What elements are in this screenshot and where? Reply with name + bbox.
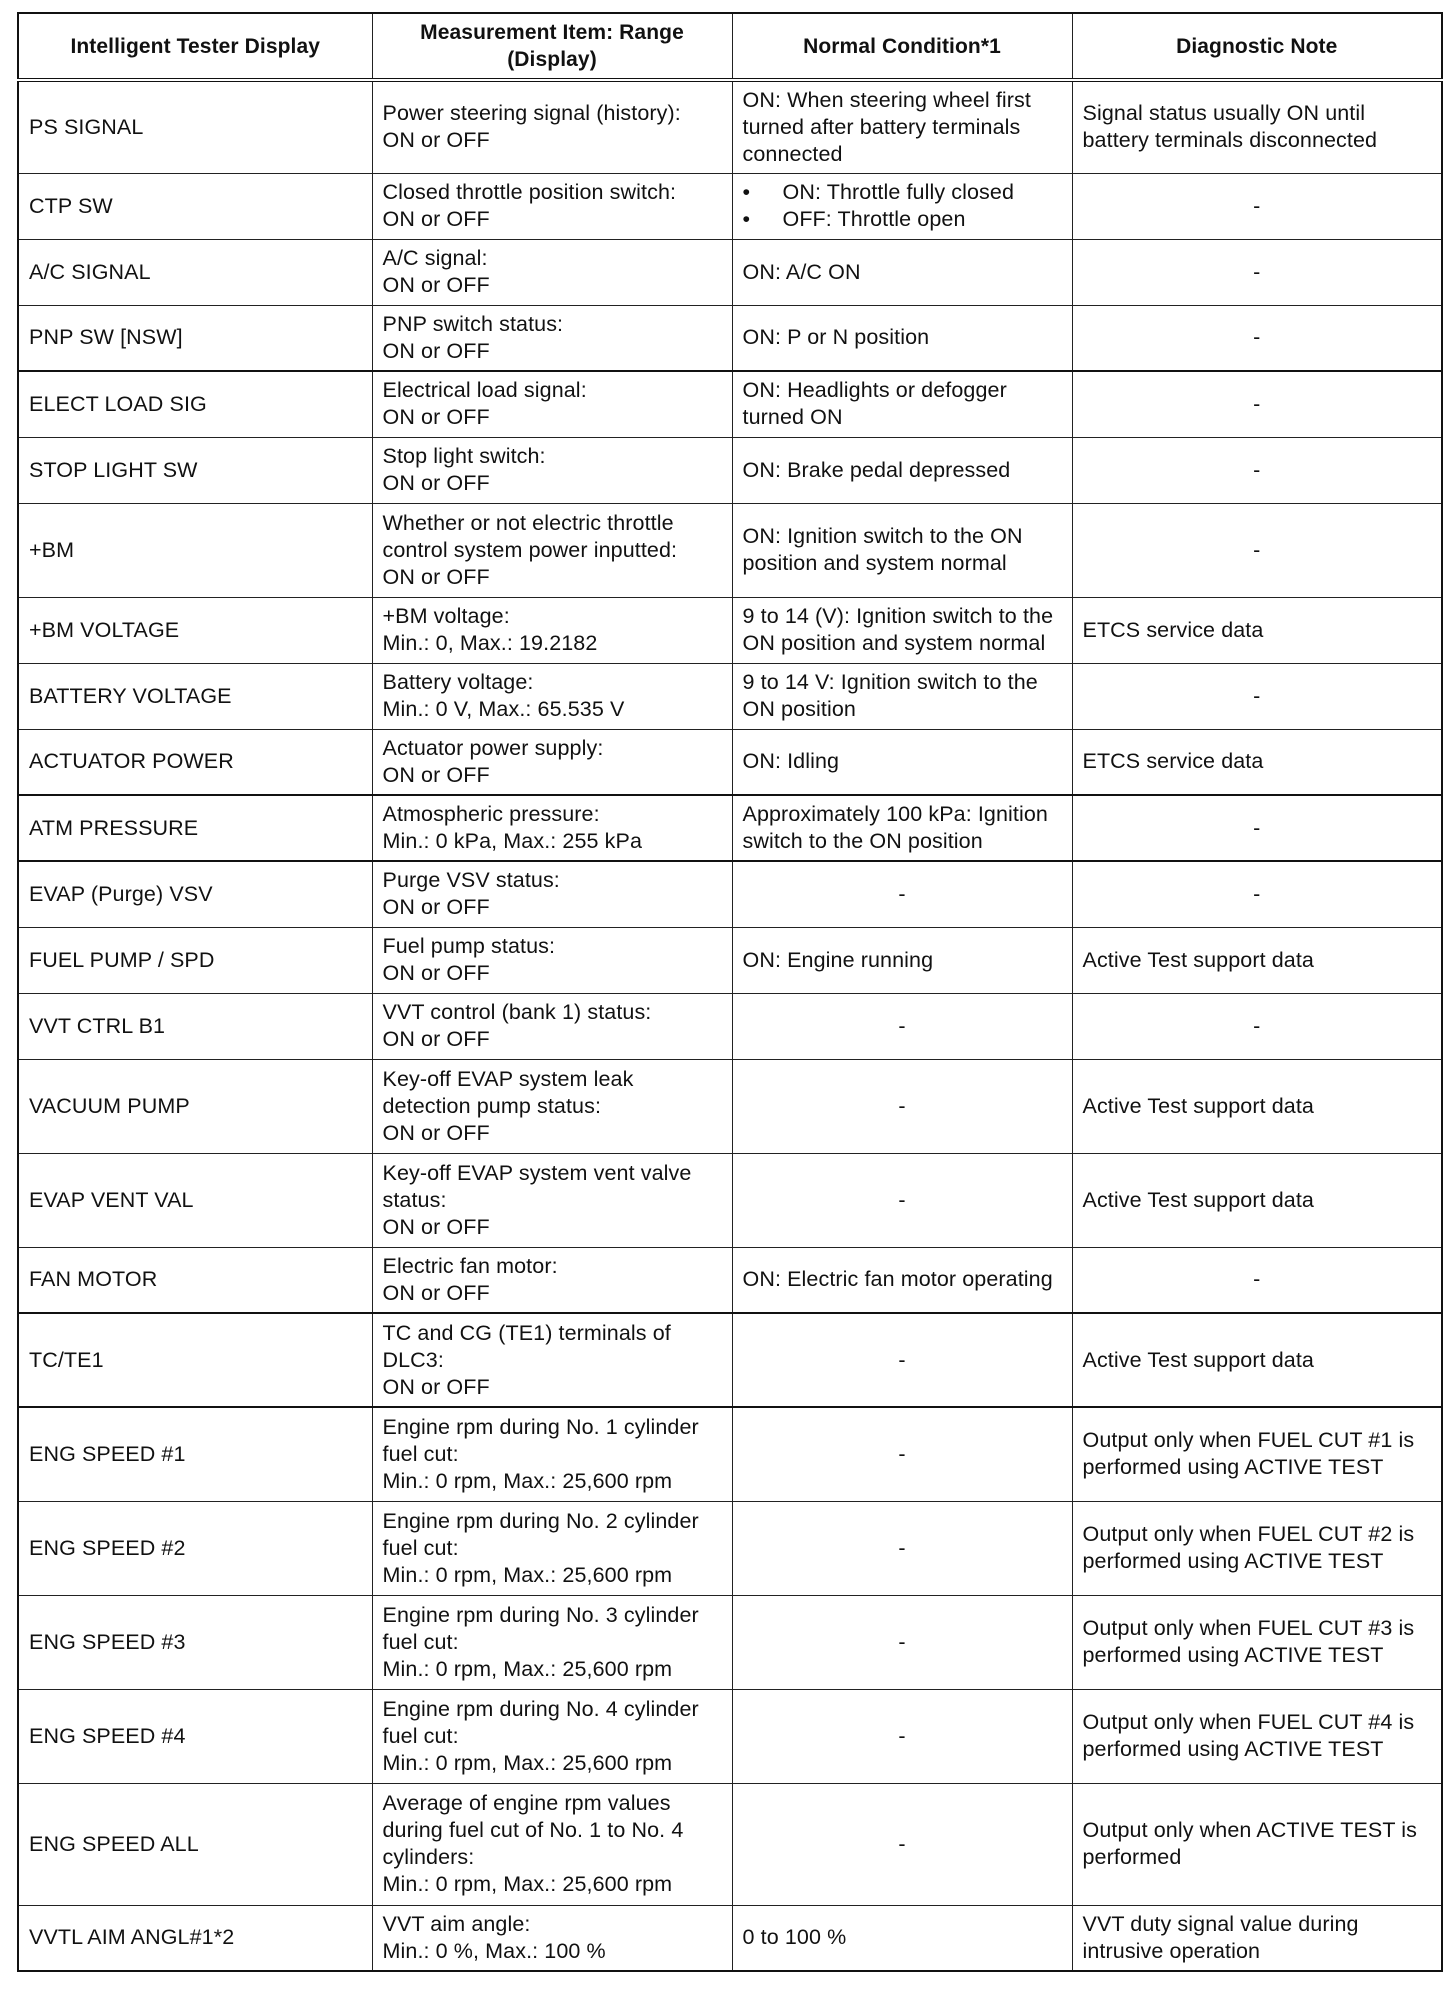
item-line: Engine rpm during No. 2 cylinder fuel cut: — [382, 1508, 699, 1560]
cell-tester-display: ELECT LOAD SIG — [18, 371, 372, 437]
item-line: Min.: 0 %, Max.: 100 % — [382, 1938, 606, 1963]
item-line: Average of engine rpm values during fuel cut of No. 1 to No. 4 cylinders: — [382, 1791, 684, 1869]
condition-line: - — [898, 1723, 906, 1748]
cell-normal-condition — [732, 1313, 1072, 1407]
note-line: Active Test support data — [1082, 1187, 1314, 1212]
item-line: ON or OFF — [382, 128, 490, 153]
note-line: - — [1253, 537, 1261, 562]
item-line: Min.: 0, Max.: 19.2182 — [382, 631, 598, 655]
note-line: - — [1253, 325, 1261, 350]
cell-measurement-item — [372, 993, 732, 1059]
cell-tester-display: ACTUATOR POWER — [18, 729, 372, 795]
item-line: Engine rpm during No. 1 cylinder fuel cut: — [382, 1414, 699, 1466]
condition-line: ON: P or N position — [742, 325, 930, 350]
item-line: ON or OFF — [382, 961, 490, 985]
item-line: Min.: 0 rpm, Max.: 25,600 rpm — [382, 1562, 673, 1587]
item-line: Key-off EVAP system leak detection pump status: — [382, 1066, 634, 1118]
table-row — [18, 173, 1442, 239]
cell-normal-condition — [732, 305, 1072, 371]
cell-tester-display: A/C SIGNAL — [18, 239, 372, 305]
cell-diagnostic-note — [1072, 1501, 1442, 1595]
cell-tester-display: VVTL AIM ANGL#1*2 — [18, 1905, 372, 1971]
cell-measurement-item — [372, 597, 732, 663]
cell-normal-condition — [732, 1783, 1072, 1905]
item-line: ON or OFF — [382, 895, 490, 920]
table-row — [18, 993, 1442, 1059]
item-line: Engine rpm during No. 3 cylinder fuel cut: — [382, 1602, 699, 1654]
condition-line: - — [898, 1013, 906, 1038]
cell-measurement-item — [372, 503, 732, 597]
table-row — [18, 239, 1442, 305]
item-line: TC and CG (TE1) terminals of DLC3: — [382, 1320, 671, 1372]
item-line: VVT aim angle: — [382, 1911, 531, 1936]
note-line: Output only when FUEL CUT #3 is performed using ACTIVE TEST — [1082, 1616, 1415, 1667]
table-row — [18, 371, 1442, 437]
condition-line: ON: Engine running — [742, 947, 934, 972]
table-row — [18, 1313, 1442, 1407]
cell-tester-display: +BM VOLTAGE — [18, 597, 372, 663]
item-line: ON or OFF — [382, 1120, 490, 1145]
condition-line: - — [898, 1441, 906, 1466]
data-list-table — [17, 12, 1443, 1972]
cell-normal-condition — [732, 1407, 1072, 1501]
note-line: - — [1253, 815, 1261, 840]
note-line: - — [1253, 1267, 1261, 1292]
item-line: ON or OFF — [382, 1214, 490, 1239]
cell-tester-display: ENG SPEED #1 — [18, 1407, 372, 1501]
cell-diagnostic-note — [1072, 371, 1442, 437]
table-row — [18, 663, 1442, 729]
item-line: ON or OFF — [382, 1027, 490, 1051]
table-row — [18, 80, 1442, 173]
cell-normal-condition — [732, 371, 1072, 437]
note-line: Output only when FUEL CUT #2 is performed using ACTIVE TEST — [1082, 1522, 1415, 1573]
note-line: - — [1253, 457, 1261, 482]
cell-tester-display: STOP LIGHT SW — [18, 437, 372, 503]
item-line: Stop light switch: — [382, 444, 546, 468]
condition-line: ON: Ignition switch to the ON position and system normal — [742, 524, 1023, 575]
condition-line: - — [898, 1347, 906, 1372]
note-line: VVT duty signal value during intrusive operation — [1082, 1911, 1359, 1963]
cell-diagnostic-note — [1072, 503, 1442, 597]
condition-line: ON: Idling — [742, 749, 840, 774]
item-line: Min.: 0 rpm, Max.: 25,600 rpm — [382, 1872, 673, 1896]
cell-tester-display: CTP SW — [18, 173, 372, 239]
cell-tester-display: PS SIGNAL — [18, 80, 372, 173]
table-row — [18, 1783, 1442, 1905]
cell-tester-display: EVAP VENT VAL — [18, 1153, 372, 1247]
item-line: Battery voltage: — [382, 670, 534, 694]
item-line: Power steering signal (history): — [382, 101, 681, 126]
cell-tester-display: PNP SW [NSW] — [18, 305, 372, 371]
cell-measurement-item — [372, 1153, 732, 1247]
note-line: ETCS service data — [1082, 749, 1264, 774]
item-line: Min.: 0 kPa, Max.: 255 kPa — [382, 829, 643, 853]
item-line: Whether or not electric throttle control system power inputted: — [382, 510, 678, 562]
cell-measurement-item — [372, 1905, 732, 1971]
cell-normal-condition — [732, 1595, 1072, 1689]
item-line: ON or OFF — [382, 338, 490, 363]
diagnostic-data-list — [17, 12, 1441, 1972]
cell-diagnostic-note — [1072, 1313, 1442, 1407]
table-row — [18, 1501, 1442, 1595]
item-line: ON or OFF — [382, 405, 490, 430]
item-line: Electric fan motor: — [382, 1253, 558, 1278]
header-diagnostic-note: Diagnostic Note — [1072, 13, 1442, 80]
cell-measurement-item — [372, 1247, 732, 1313]
item-line: ON or OFF — [382, 207, 490, 231]
cell-diagnostic-note — [1072, 597, 1442, 663]
cell-normal-condition — [732, 239, 1072, 305]
table-row — [18, 795, 1442, 861]
cell-tester-display: ENG SPEED #3 — [18, 1595, 372, 1689]
cell-diagnostic-note — [1072, 1905, 1442, 1971]
header-normal-condition: Normal Condition*1 — [732, 13, 1072, 80]
cell-normal-condition — [732, 1059, 1072, 1153]
cell-tester-display: VVT CTRL B1 — [18, 993, 372, 1059]
cell-normal-condition — [732, 503, 1072, 597]
item-line: ON or OFF — [382, 1374, 490, 1399]
cell-normal-condition — [732, 861, 1072, 927]
item-line: Atmospheric pressure: — [382, 802, 600, 826]
cell-tester-display: TC/TE1 — [18, 1313, 372, 1407]
table-row — [18, 861, 1442, 927]
cell-measurement-item — [372, 80, 732, 173]
condition-bullet-item: • ON: Throttle fully closed — [743, 179, 1062, 206]
cell-normal-condition — [732, 173, 1072, 239]
condition-line: - — [898, 1093, 906, 1118]
condition-line: ON: Electric fan motor operating — [742, 1267, 1053, 1292]
cell-measurement-item — [372, 239, 732, 305]
table-row — [18, 1407, 1442, 1501]
item-line: VVT control (bank 1) status: — [382, 1000, 652, 1024]
table-row — [18, 437, 1442, 503]
note-line: - — [1253, 391, 1261, 416]
cell-measurement-item — [372, 305, 732, 371]
note-line: - — [1253, 193, 1261, 218]
cell-diagnostic-note — [1072, 1153, 1442, 1247]
cell-diagnostic-note — [1072, 80, 1442, 173]
table-row — [18, 1153, 1442, 1247]
condition-line: ON: A/C ON — [742, 259, 861, 284]
cell-diagnostic-note — [1072, 239, 1442, 305]
cell-measurement-item — [372, 927, 732, 993]
cell-diagnostic-note — [1072, 861, 1442, 927]
condition-line: - — [898, 1535, 906, 1560]
table-row — [18, 1059, 1442, 1153]
cell-normal-condition — [732, 597, 1072, 663]
cell-tester-display: ENG SPEED #2 — [18, 1501, 372, 1595]
cell-normal-condition — [732, 927, 1072, 993]
cell-measurement-item — [372, 437, 732, 503]
cell-measurement-item — [372, 1059, 732, 1153]
table-row — [18, 1595, 1442, 1689]
cell-measurement-item — [372, 729, 732, 795]
condition-bullet-item: • OFF: Throttle open — [743, 206, 1062, 233]
table-body — [18, 80, 1442, 1971]
note-line: - — [1253, 1013, 1261, 1038]
note-line: - — [1253, 683, 1261, 708]
note-line: ETCS service data — [1082, 617, 1264, 642]
cell-normal-condition — [732, 729, 1072, 795]
cell-normal-condition — [732, 1247, 1072, 1313]
condition-line: 0 to 100 % — [742, 1925, 847, 1950]
cell-tester-display: +BM — [18, 503, 372, 597]
cell-measurement-item — [372, 1689, 732, 1783]
cell-measurement-item — [372, 173, 732, 239]
cell-tester-display: FUEL PUMP / SPD — [18, 927, 372, 993]
table-row — [18, 729, 1442, 795]
cell-normal-condition — [732, 1501, 1072, 1595]
cell-diagnostic-note — [1072, 305, 1442, 371]
cell-normal-condition — [732, 437, 1072, 503]
item-line: Electrical load signal: — [382, 378, 587, 403]
cell-diagnostic-note — [1072, 1059, 1442, 1153]
table-row — [18, 503, 1442, 597]
note-line: Signal status usually ON until battery terminals disconnected — [1082, 101, 1378, 153]
cell-diagnostic-note — [1072, 1689, 1442, 1783]
cell-diagnostic-note — [1072, 1407, 1442, 1501]
item-line: Min.: 0 rpm, Max.: 25,600 rpm — [382, 1656, 673, 1681]
cell-tester-display: ATM PRESSURE — [18, 795, 372, 861]
condition-line: ON: When steering wheel first turned after battery terminals connected — [742, 87, 1031, 166]
item-line: Engine rpm during No. 4 cylinder fuel cut: — [382, 1696, 699, 1748]
cell-tester-display: VACUUM PUMP — [18, 1059, 372, 1153]
cell-diagnostic-note — [1072, 663, 1442, 729]
item-line: Min.: 0 rpm, Max.: 25,600 rpm — [382, 1468, 673, 1493]
cell-diagnostic-note — [1072, 1783, 1442, 1905]
table-row — [18, 1689, 1442, 1783]
cell-measurement-item — [372, 663, 732, 729]
cell-tester-display: EVAP (Purge) VSV — [18, 861, 372, 927]
item-line: Key-off EVAP system vent valve status: — [382, 1160, 692, 1212]
table-row — [18, 305, 1442, 371]
condition-line: - — [898, 1629, 906, 1654]
note-line: Output only when FUEL CUT #1 is performed using ACTIVE TEST — [1082, 1428, 1415, 1480]
cell-diagnostic-note — [1072, 437, 1442, 503]
cell-measurement-item — [372, 1783, 732, 1905]
header-measurement-item: Measurement Item: Range (Display) — [372, 13, 732, 80]
item-line: ON or OFF — [382, 762, 490, 787]
item-line: ON or OFF — [382, 1280, 490, 1305]
cell-measurement-item — [372, 1313, 732, 1407]
condition-line: - — [898, 1187, 906, 1212]
table-header-row — [18, 13, 1442, 80]
item-line: PNP switch status: — [382, 311, 564, 336]
note-line: Active Test support data — [1082, 1347, 1314, 1372]
condition-line: Approximately 100 kPa: Ignition switch to the ON position — [742, 802, 1048, 853]
cell-diagnostic-note — [1072, 173, 1442, 239]
table-row — [18, 927, 1442, 993]
item-line: Purge VSV status: — [382, 868, 560, 893]
item-line: Closed throttle position switch: — [382, 180, 677, 204]
cell-diagnostic-note — [1072, 729, 1442, 795]
header-tester-display: Intelligent Tester Display — [18, 13, 372, 80]
cell-diagnostic-note — [1072, 1595, 1442, 1689]
condition-bullet-list — [743, 179, 1062, 233]
item-line: ON or OFF — [382, 471, 490, 495]
condition-line: 9 to 14 V: Ignition switch to the ON position — [742, 670, 1038, 721]
note-line: Active Test support data — [1082, 947, 1314, 972]
item-line: +BM voltage: — [382, 604, 510, 628]
cell-normal-condition — [732, 1153, 1072, 1247]
item-line: A/C signal: — [382, 246, 488, 270]
table-row — [18, 1905, 1442, 1971]
item-line: Actuator power supply: — [382, 735, 604, 760]
cell-tester-display: ENG SPEED ALL — [18, 1783, 372, 1905]
cell-diagnostic-note — [1072, 1247, 1442, 1313]
condition-line: ON: Brake pedal depressed — [742, 457, 1011, 482]
cell-measurement-item — [372, 1501, 732, 1595]
cell-normal-condition — [732, 795, 1072, 861]
note-line: - — [1253, 259, 1261, 284]
cell-tester-display: BATTERY VOLTAGE — [18, 663, 372, 729]
cell-diagnostic-note — [1072, 993, 1442, 1059]
cell-normal-condition — [732, 1689, 1072, 1783]
item-line: Min.: 0 rpm, Max.: 25,600 rpm — [382, 1750, 673, 1775]
note-line: Output only when FUEL CUT #4 is performed using ACTIVE TEST — [1082, 1710, 1415, 1761]
item-line: Fuel pump status: — [382, 934, 556, 958]
cell-measurement-item — [372, 861, 732, 927]
cell-normal-condition — [732, 1905, 1072, 1971]
cell-tester-display: ENG SPEED #4 — [18, 1689, 372, 1783]
cell-tester-display: FAN MOTOR — [18, 1247, 372, 1313]
note-line: - — [1253, 881, 1261, 906]
cell-measurement-item — [372, 795, 732, 861]
item-line: ON or OFF — [382, 273, 490, 297]
condition-line: - — [898, 1831, 906, 1856]
note-line: Output only when ACTIVE TEST is performed — [1082, 1818, 1418, 1869]
cell-measurement-item — [372, 1595, 732, 1689]
cell-normal-condition — [732, 80, 1072, 173]
condition-line: ON: Headlights or defogger turned ON — [742, 378, 1007, 430]
condition-line: 9 to 14 (V): Ignition switch to the ON position and system normal — [742, 604, 1054, 655]
cell-diagnostic-note — [1072, 927, 1442, 993]
cell-normal-condition — [732, 993, 1072, 1059]
table-row — [18, 1247, 1442, 1313]
cell-normal-condition — [732, 663, 1072, 729]
item-line: ON or OFF — [382, 564, 490, 589]
table-row — [18, 597, 1442, 663]
cell-measurement-item — [372, 1407, 732, 1501]
cell-diagnostic-note — [1072, 795, 1442, 861]
item-line: Min.: 0 V, Max.: 65.535 V — [382, 697, 625, 721]
condition-line: - — [898, 881, 906, 906]
cell-measurement-item — [372, 371, 732, 437]
note-line: Active Test support data — [1082, 1093, 1314, 1118]
